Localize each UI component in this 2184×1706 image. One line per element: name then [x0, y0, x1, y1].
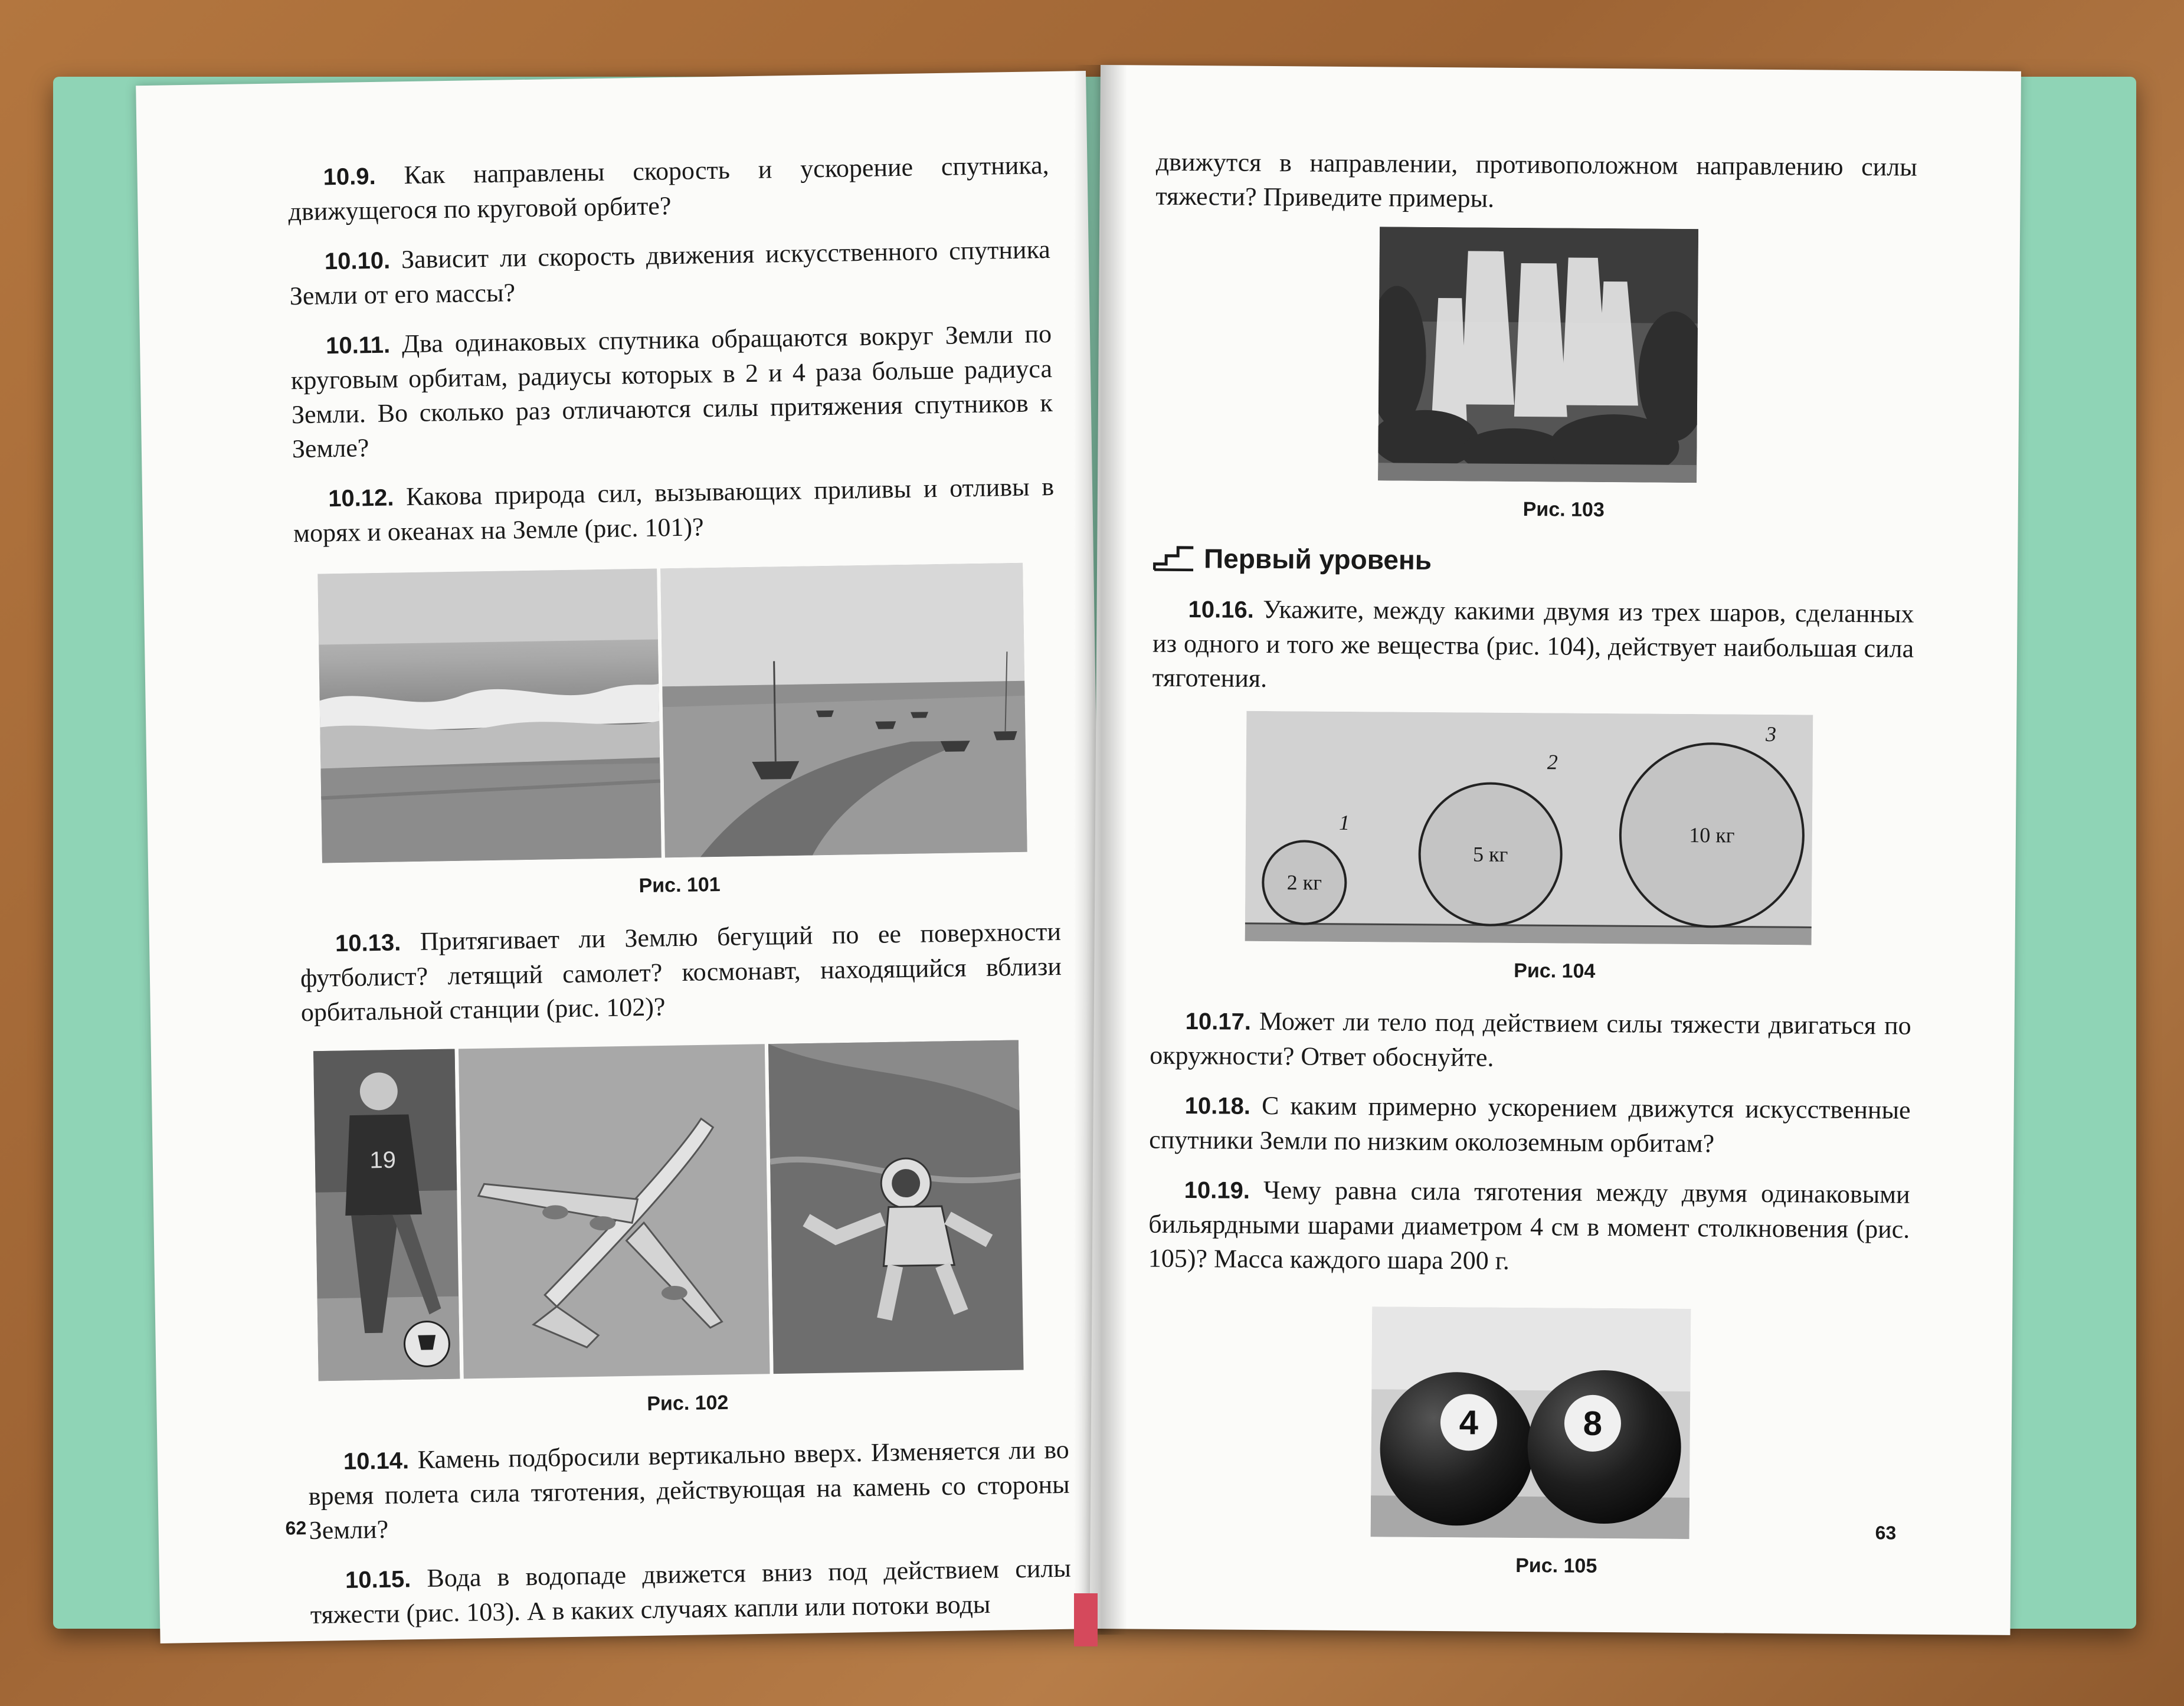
- task-number: 10.11.: [325, 332, 391, 359]
- task-text: С каким примерно ускорением движутся искусственные спутники Земли по низким околоземным орбитам?: [1149, 1091, 1911, 1158]
- figure-101-caption: Рис. 101: [638, 873, 721, 898]
- page-number-right: 63: [1875, 1522, 1897, 1544]
- figure-103-caption: Рис. 103: [1522, 498, 1605, 521]
- waterfall-photo: [1378, 227, 1698, 483]
- ball-4-number: 4: [1459, 1403, 1479, 1442]
- task-number: 10.14.: [343, 1448, 410, 1475]
- ball-2-label: 2: [1547, 750, 1558, 774]
- figure-102: [313, 1040, 1024, 1381]
- task-text: Камень подбросили вертикально вверх. Изменяется ли во время полета сила тяготения, действующая на камень со стороны Земли?: [308, 1435, 1070, 1545]
- task-number: 10.17.: [1185, 1008, 1252, 1035]
- section-heading-text: Первый уровень: [1203, 543, 1432, 575]
- ball-8-number: 8: [1583, 1404, 1603, 1443]
- task-text: Два одинаковых спутника обращаются вокруг Земли по круговым орбитам, радиусы которых в 2 и 4 раза больше радиуса Земли. Во сколько раз отличаются силы притяжения спутников к Земле?: [290, 319, 1053, 464]
- task-text: Может ли тело под действием силы тяжести двигаться по окружности? Ответ обоснуйте.: [1150, 1006, 1911, 1072]
- task-number: 10.10.: [324, 247, 391, 275]
- task-text: Укажите, между какими двумя из трех шаров, сделанных из одного и того же вещества (рис. 104), действует наибольшая сила тяготения.: [1152, 594, 1914, 693]
- figure-102-caption: Рис. 102: [647, 1391, 729, 1415]
- task-10-17: [1150, 1004, 1911, 1078]
- jersey-number: 19: [369, 1147, 397, 1174]
- task-10-14: [307, 1433, 1070, 1548]
- task-number: 10.13.: [335, 929, 401, 957]
- section-heading: [1153, 542, 1914, 579]
- harbor-boats-photo: [660, 563, 1027, 858]
- task-10-16: [1152, 592, 1914, 700]
- ball-3-mass: 10 кг: [1689, 823, 1735, 847]
- ball-1-mass: 2 кг: [1286, 870, 1322, 895]
- figure-101: [317, 563, 1027, 863]
- task-10-12: [293, 470, 1055, 551]
- left-page-content: [287, 148, 1072, 1643]
- ball-3-label: 3: [1765, 722, 1777, 746]
- task-10-9: [287, 148, 1050, 229]
- ball-2-mass: 5 кг: [1472, 842, 1508, 866]
- task-text: Притягивает ли Землю бегущий по ее поверхности футболист? летящий самолет? космонавт, находящийся вблизи орбитальной станции (рис. 102)?: [300, 916, 1062, 1027]
- task-number: 10.15.: [345, 1566, 411, 1594]
- task-text: Какова природа сил, вызывающих приливы и отливы в морях и океанах на Земле (рис. 101)?: [293, 471, 1055, 548]
- right-page-content: [1146, 145, 1917, 1604]
- tide-wave-photo: [317, 569, 662, 863]
- bookmark-ribbon: [1074, 1593, 1098, 1646]
- task-10-11: [290, 317, 1054, 466]
- figure-104-caption: Рис. 104: [1514, 959, 1596, 983]
- figure-105-caption: Рис. 105: [1515, 1554, 1597, 1577]
- task-text: Зависит ли скорость движения искусственного спутника Земли от его массы?: [289, 234, 1051, 311]
- task-10-15-continuation: движутся в направлении, противоположном направлению силы тяжести? Приведите примеры.: [1155, 147, 1917, 213]
- ball-1-label: 1: [1338, 810, 1350, 834]
- task-text: Чему равна сила тяготения между двумя одинаковыми бильярдными шарами диаметром 4 см в момент столкновения (рис. 105)? Масса каждого шара 200 г.: [1148, 1175, 1910, 1275]
- task-10-15: [310, 1551, 1072, 1632]
- billiard-balls-photo: [1371, 1306, 1691, 1539]
- left-page: [136, 71, 1110, 1643]
- page-number-left: 62: [285, 1517, 307, 1539]
- stairs-icon: [1153, 545, 1194, 571]
- task-number: 10.16.: [1188, 597, 1254, 623]
- task-10-18: [1149, 1088, 1911, 1163]
- task-10-10: [289, 233, 1051, 313]
- airplane-photo: [458, 1044, 770, 1379]
- task-text: Как направлены скорость и ускорение спутника, движущегося по круговой орбите?: [288, 150, 1049, 227]
- task-10-13: [300, 915, 1063, 1030]
- footballer-photo: [313, 1049, 460, 1381]
- figure-104-balls: [1245, 711, 1813, 945]
- task-number: 10.9.: [323, 163, 376, 191]
- task-number: 10.12.: [328, 484, 394, 512]
- task-number: 10.19.: [1184, 1177, 1250, 1204]
- right-page: [1089, 65, 2021, 1635]
- task-text: Вода в водопаде движется вниз под действием силы тяжести (рис. 103). А в каких случаях капли или потоки воды: [310, 1553, 1072, 1629]
- book-gutter: [1074, 65, 1127, 1635]
- task-10-19: [1148, 1173, 1910, 1281]
- task-number: 10.18.: [1184, 1093, 1251, 1119]
- cosmonaut-photo: [768, 1040, 1024, 1374]
